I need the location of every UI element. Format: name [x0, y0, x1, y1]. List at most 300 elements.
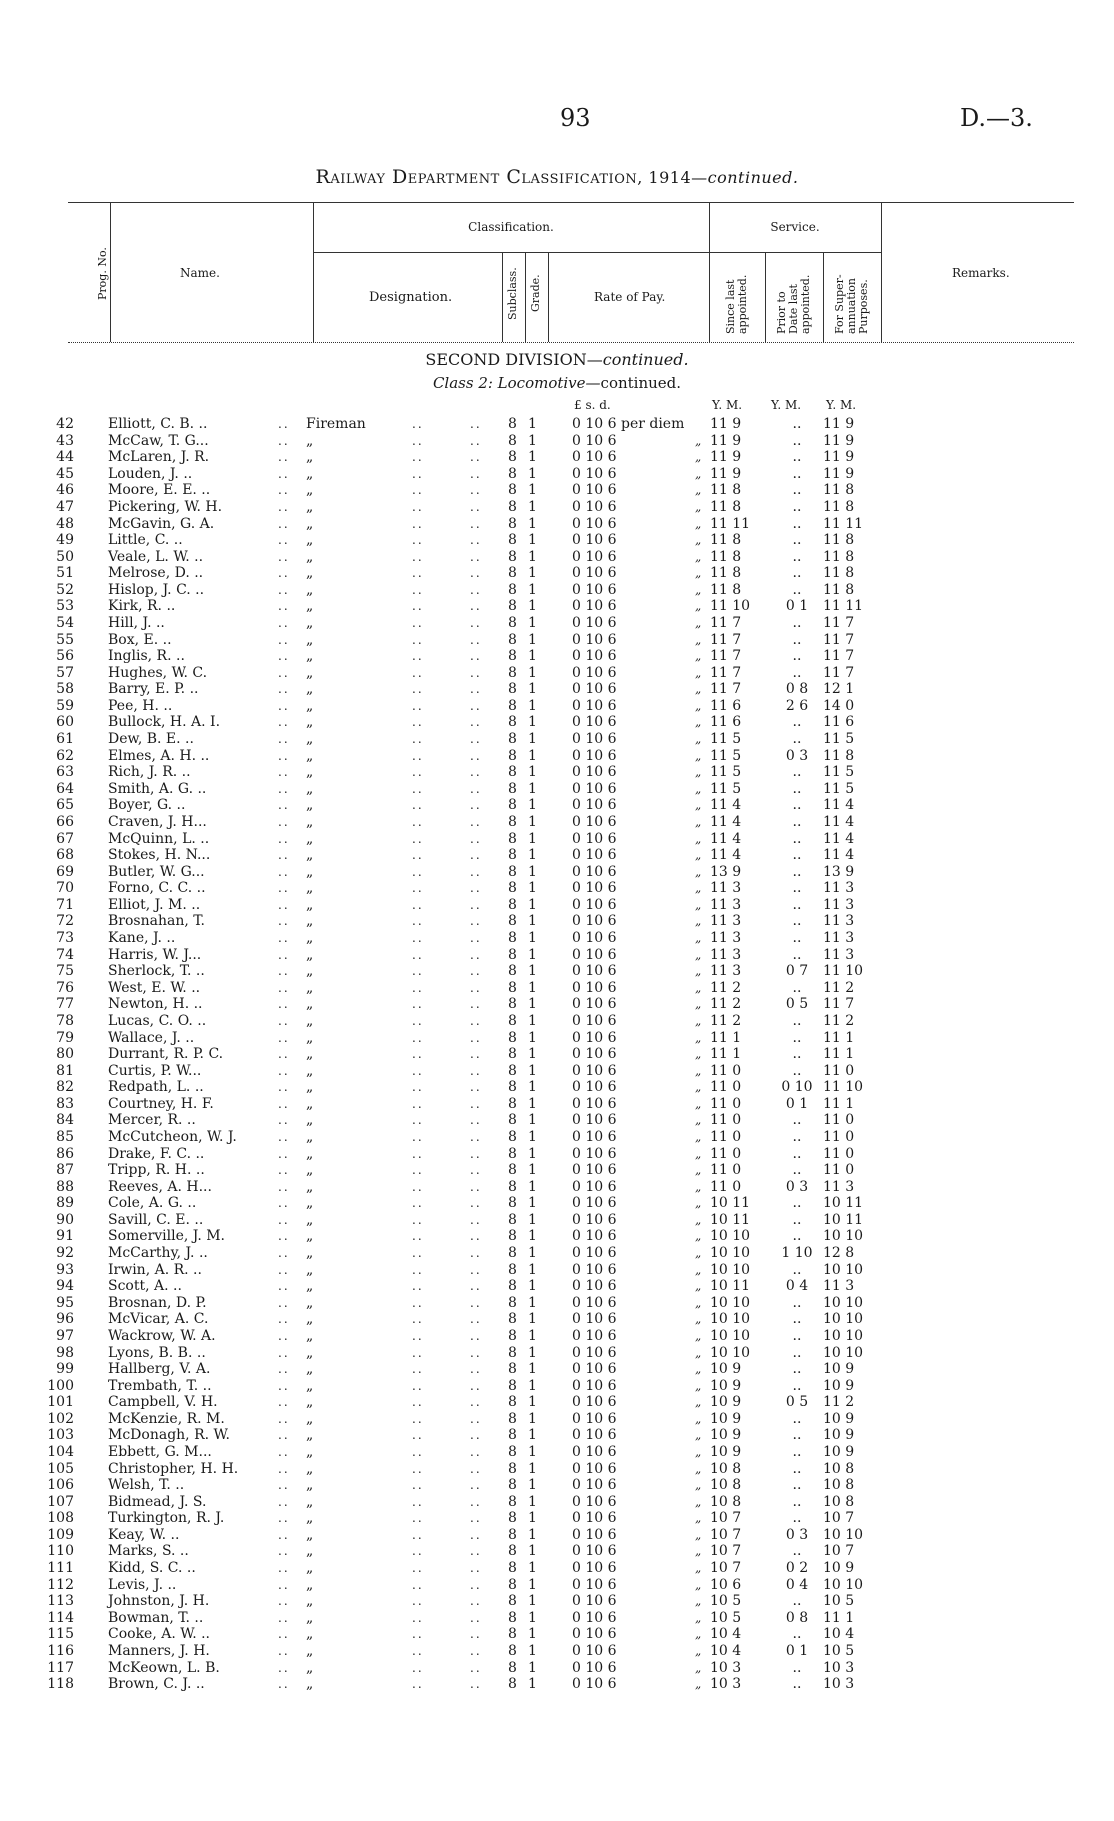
name-cell: Savill, C. E. .. [108, 1211, 204, 1228]
prog-no-cell: 84 [56, 1112, 74, 1129]
designation-cell: „ [306, 449, 314, 466]
leader-dots: .. [470, 1511, 482, 1526]
since-last-cell: 11 8 [710, 532, 742, 549]
rate-of-pay-cell: 0 10 6 [572, 830, 617, 847]
designation-cell: „ [306, 1062, 314, 1079]
table-row [0, 615, 1114, 631]
leader-dots: .. [412, 1610, 424, 1625]
since-last-cell: 10 10 [710, 1228, 751, 1245]
designation-cell: „ [306, 1593, 314, 1610]
leader-dots: .. [278, 881, 290, 896]
leader-dots: .. [412, 1677, 424, 1692]
designation-cell: „ [306, 1477, 314, 1494]
subclass-cell: 8 [508, 1195, 517, 1212]
since-last-cell: 11 11 [710, 515, 751, 532]
prog-no-cell: 100 [47, 1377, 74, 1394]
per-diem-ditto-cell: „ [695, 1378, 702, 1393]
rate-of-pay-cell: 0 10 6 [572, 1626, 617, 1643]
designation-cell: „ [306, 863, 314, 880]
table-row [0, 748, 1114, 764]
superannuation-cell: 10 8 [823, 1477, 855, 1494]
since-last-cell: 11 4 [710, 830, 742, 847]
name-cell: Johnston, J. H. [108, 1593, 210, 1610]
grade-cell: 1 [528, 1377, 537, 1394]
grade-cell: 1 [528, 963, 537, 980]
since-last-cell: 11 0 [710, 1112, 742, 1129]
header-top-rule [68, 202, 1074, 203]
prior-to-cell: .. [792, 896, 802, 913]
superannuation-cell: 10 9 [823, 1427, 855, 1444]
name-cell: Drake, F. C. .. [108, 1145, 205, 1162]
grade-cell: 1 [528, 482, 537, 499]
superannuation-cell: 10 5 [823, 1642, 855, 1659]
rate-of-pay-cell: 0 10 6 [572, 681, 617, 698]
subclass-cell: 8 [508, 1609, 517, 1626]
leader-dots: .. [412, 417, 424, 431]
leader-dots: .. [278, 599, 290, 614]
table-row [0, 1577, 1114, 1593]
leader-dots: .. [278, 1246, 290, 1260]
rate-of-pay-cell: 0 10 6 [572, 764, 617, 781]
subclass-cell: 8 [508, 1211, 517, 1228]
prior-to-cell: .. [792, 1659, 802, 1676]
table-row [0, 963, 1114, 979]
rate-of-pay-cell: 0 10 6 [572, 996, 617, 1013]
leader-dots: .. [412, 1345, 424, 1360]
since-last-cell: 10 8 [710, 1477, 742, 1494]
grade-cell: 1 [528, 1510, 537, 1527]
prior-to-cell: .. [792, 1676, 802, 1693]
service-units-since: Y. M. [712, 398, 743, 412]
per-diem-ditto-cell: „ [695, 881, 702, 896]
superannuation-cell: 11 1 [823, 1609, 855, 1626]
subclass-cell: 8 [508, 1526, 517, 1543]
grade-cell: 1 [528, 615, 537, 631]
leader-dots: .. [412, 682, 424, 697]
table-row [0, 1345, 1114, 1361]
leader-dots: .. [470, 1494, 482, 1509]
prior-to-cell: .. [792, 880, 802, 897]
leader-dots: .. [412, 433, 424, 448]
subclass-cell: 8 [508, 880, 517, 897]
per-diem-ditto-cell: „ [695, 1246, 702, 1260]
prior-to-cell: 0 5 [785, 1394, 809, 1411]
table-row [0, 781, 1114, 797]
prog-no-cell: 103 [47, 1427, 74, 1444]
since-last-cell: 11 1 [710, 1046, 742, 1062]
per-diem-ditto-cell: „ [695, 1129, 702, 1144]
leader-dots: .. [412, 1362, 424, 1377]
subclass-cell: 8 [508, 847, 517, 864]
leader-dots: .. [470, 1047, 482, 1061]
rate-of-pay-cell: 0 10 6 [572, 1311, 617, 1328]
designation-cell: „ [306, 880, 314, 897]
grade-cell: 1 [528, 863, 537, 880]
grade-cell: 1 [528, 1062, 537, 1079]
subclass-cell: 8 [508, 1278, 517, 1295]
subclass-cell: 8 [508, 863, 517, 880]
grade-cell: 1 [528, 996, 537, 1013]
prog-no-cell: 110 [47, 1543, 74, 1560]
prior-to-cell: .. [792, 1327, 802, 1344]
prog-no-cell: 109 [47, 1526, 74, 1543]
subclass-cell: 8 [508, 1493, 517, 1510]
prog-no-cell: 93 [56, 1261, 74, 1278]
superannuation-cell: 13 9 [823, 863, 855, 880]
superannuation-cell: 10 10 [823, 1311, 864, 1328]
leader-dots: .. [278, 781, 290, 796]
grade-cell: 1 [528, 764, 537, 781]
leader-dots: .. [412, 848, 424, 863]
leader-dots: .. [412, 1594, 424, 1609]
superannuation-cell: 10 9 [823, 1410, 855, 1427]
rate-of-pay-cell: 0 10 6 per diem [572, 416, 685, 432]
rate-of-pay-cell: 0 10 6 [572, 1642, 617, 1659]
since-last-cell: 10 9 [710, 1410, 742, 1427]
leader-dots: .. [470, 682, 482, 697]
leader-dots: .. [470, 947, 482, 962]
prog-no-cell: 92 [56, 1245, 74, 1261]
leader-dots: .. [470, 549, 482, 564]
grade-cell: 1 [528, 979, 537, 996]
per-diem-ditto-cell: „ [695, 864, 702, 879]
since-last-cell: 11 3 [710, 880, 742, 897]
table-row [0, 764, 1114, 780]
name-cell: McKeown, L. B. [108, 1659, 220, 1676]
since-last-cell: 11 9 [710, 432, 742, 449]
designation-cell: „ [306, 1510, 314, 1527]
prior-to-cell: 0 2 [785, 1560, 809, 1576]
superannuation-cell: 11 5 [823, 764, 855, 781]
subclass-cell: 8 [508, 532, 517, 549]
leader-dots: .. [470, 1063, 482, 1078]
col-divider-since [765, 252, 766, 342]
prior-to-cell: .. [792, 664, 802, 681]
rate-of-pay-cell: 0 10 6 [572, 1576, 617, 1593]
designation-cell: „ [306, 1444, 314, 1460]
leader-dots: .. [470, 1013, 482, 1028]
designation-cell: „ [306, 482, 314, 499]
grade-cell: 1 [528, 1145, 537, 1162]
table-row [0, 1411, 1114, 1427]
rate-of-pay-cell: 0 10 6 [572, 1609, 617, 1626]
subclass-cell: 8 [508, 432, 517, 449]
designation-cell: „ [306, 1095, 314, 1112]
name-cell: Cole, A. G. .. [108, 1195, 197, 1212]
rate-of-pay-cell: 0 10 6 [572, 747, 617, 764]
superannuation-cell: 11 8 [823, 482, 855, 499]
prog-no-cell: 73 [56, 930, 74, 946]
table-row [0, 482, 1114, 498]
per-diem-ditto-cell: „ [695, 1179, 702, 1194]
designation-cell: „ [306, 1493, 314, 1510]
leader-dots: .. [278, 1096, 290, 1111]
table-row [0, 1046, 1114, 1062]
subclass-cell: 8 [508, 1128, 517, 1145]
name-cell: Barry, E. P. .. [108, 681, 199, 698]
rate-of-pay-cell: 0 10 6 [572, 1145, 617, 1162]
leader-dots: .. [412, 549, 424, 564]
leader-dots: .. [470, 931, 482, 945]
leader-dots: .. [278, 1527, 290, 1542]
grade-cell: 1 [528, 465, 537, 482]
division-continued: continued. [602, 350, 689, 369]
subclass-cell: 8 [508, 548, 517, 565]
per-diem-ditto-cell: „ [695, 1146, 702, 1161]
leader-dots: .. [470, 1345, 482, 1360]
designation-cell: „ [306, 465, 314, 482]
since-last-cell: 10 9 [710, 1427, 742, 1444]
leader-dots: .. [278, 1428, 290, 1443]
table-row [0, 565, 1114, 581]
leader-dots: .. [470, 1445, 482, 1459]
table-row [0, 1030, 1114, 1046]
rate-of-pay-cell: 0 10 6 [572, 565, 617, 582]
leader-dots: .. [412, 1030, 424, 1045]
prog-no-cell: 62 [56, 747, 74, 764]
col-divider-service [881, 202, 882, 342]
since-last-cell: 10 7 [710, 1510, 742, 1527]
rate-of-pay-cell: 0 10 6 [572, 581, 617, 598]
subclass-cell: 8 [508, 1112, 517, 1129]
prog-no-cell: 67 [56, 830, 74, 847]
leader-dots: .. [470, 864, 482, 879]
leader-dots: .. [278, 698, 290, 713]
rate-of-pay-cell: 0 10 6 [572, 465, 617, 482]
name-cell: Marks, S. .. [108, 1543, 189, 1560]
designation-cell: „ [306, 1327, 314, 1344]
per-diem-ditto-cell: „ [695, 582, 702, 597]
rate-of-pay-cell: 0 10 6 [572, 1095, 617, 1112]
designation-cell: „ [306, 1228, 314, 1245]
per-diem-ditto-cell: „ [695, 533, 702, 548]
leader-dots: .. [412, 1262, 424, 1277]
prior-to-cell: .. [792, 581, 802, 598]
rate-of-pay-cell: 0 10 6 [572, 780, 617, 797]
since-last-cell: 11 0 [710, 1079, 742, 1096]
table-row [0, 1328, 1114, 1344]
leader-dots: .. [278, 864, 290, 879]
superannuation-cell: 10 4 [823, 1626, 855, 1643]
grade-cell: 1 [528, 1361, 537, 1378]
header-prog-no: Prog. No. [96, 247, 109, 300]
table-row [0, 1593, 1114, 1609]
designation-cell: „ [306, 963, 314, 980]
leader-dots: .. [470, 1395, 482, 1410]
rate-of-pay-cell: 0 10 6 [572, 863, 617, 880]
rate-of-pay-cell: 0 10 6 [572, 1278, 617, 1295]
subclass-cell: 8 [508, 482, 517, 499]
leader-dots: .. [278, 1312, 290, 1327]
subclass-cell: 8 [508, 747, 517, 764]
leader-dots: .. [278, 1461, 290, 1476]
subclass-cell: 8 [508, 764, 517, 781]
prior-to-cell: .. [792, 449, 802, 466]
since-last-cell: 10 11 [710, 1278, 751, 1295]
prior-to-cell: .. [792, 1311, 802, 1328]
leader-dots: .. [470, 1527, 482, 1542]
name-cell: Trembath, T. .. [108, 1377, 212, 1394]
table-row [0, 814, 1114, 830]
prior-to-cell: .. [792, 1012, 802, 1029]
leader-dots: .. [412, 698, 424, 713]
leader-dots: .. [470, 1594, 482, 1609]
superannuation-cell: 10 7 [823, 1543, 855, 1560]
table-row [0, 930, 1114, 946]
since-last-cell: 10 10 [710, 1294, 751, 1311]
subclass-cell: 8 [508, 1642, 517, 1659]
since-last-cell: 11 9 [710, 416, 742, 432]
prior-to-cell: .. [792, 1211, 802, 1228]
leader-dots: .. [278, 1063, 290, 1078]
superannuation-cell: 10 10 [823, 1344, 864, 1361]
subclass-cell: 8 [508, 1659, 517, 1676]
prior-to-cell: .. [792, 515, 802, 532]
table-row [0, 665, 1114, 681]
since-last-cell: 10 10 [710, 1344, 751, 1361]
subclass-cell: 8 [508, 963, 517, 980]
subclass-cell: 8 [508, 1261, 517, 1278]
leader-dots: .. [278, 914, 290, 929]
table-row [0, 1311, 1114, 1327]
superannuation-cell: 10 5 [823, 1593, 855, 1610]
leader-dots: .. [278, 980, 290, 995]
prog-no-cell: 53 [56, 598, 74, 615]
name-cell: Sherlock, T. .. [108, 963, 205, 980]
rate-of-pay-cell: 0 10 6 [572, 731, 617, 747]
prog-no-cell: 80 [56, 1046, 74, 1062]
rate-of-pay-cell: 0 10 6 [572, 1211, 617, 1228]
superannuation-cell: 11 0 [823, 1112, 855, 1129]
name-cell: Somerville, J. M. [108, 1228, 226, 1245]
since-last-cell: 10 6 [710, 1576, 742, 1593]
prior-to-cell: .. [792, 631, 802, 648]
per-diem-ditto-cell: „ [695, 649, 702, 664]
since-last-cell: 10 10 [710, 1261, 751, 1278]
prior-to-cell: 0 1 [785, 1095, 809, 1112]
superannuation-cell: 11 0 [823, 1145, 855, 1162]
designation-cell: „ [306, 731, 314, 747]
name-cell: Brown, C. J. .. [108, 1676, 205, 1693]
grade-cell: 1 [528, 697, 537, 714]
table-row [0, 1527, 1114, 1543]
prior-to-cell: .. [792, 565, 802, 582]
leader-dots: .. [470, 1080, 482, 1095]
title-continued: continued. [707, 168, 799, 187]
superannuation-cell: 11 11 [823, 598, 864, 615]
subclass-cell: 8 [508, 1361, 517, 1378]
per-diem-ditto-cell: „ [695, 947, 702, 962]
table-row [0, 598, 1114, 614]
designation-cell: „ [306, 896, 314, 913]
designation-cell: „ [306, 1012, 314, 1029]
superannuation-cell: 11 4 [823, 813, 855, 830]
leader-dots: .. [278, 1047, 290, 1061]
leader-dots: .. [412, 897, 424, 912]
leader-dots: .. [412, 765, 424, 780]
since-last-cell: 11 7 [710, 615, 742, 631]
superannuation-cell: 11 8 [823, 548, 855, 565]
since-last-cell: 10 7 [710, 1560, 742, 1576]
prog-no-cell: 105 [47, 1460, 74, 1477]
leader-dots: .. [278, 516, 290, 531]
grade-cell: 1 [528, 532, 537, 549]
per-diem-ditto-cell: „ [695, 1561, 702, 1575]
prog-no-cell: 70 [56, 880, 74, 897]
subclass-cell: 8 [508, 946, 517, 963]
name-cell: Durrant, R. P. C. [108, 1046, 224, 1062]
leader-dots: .. [412, 931, 424, 945]
name-cell: West, E. W. .. [108, 979, 201, 996]
per-diem-ditto-cell: „ [695, 450, 702, 465]
rate-of-pay-cell: 0 10 6 [572, 1261, 617, 1278]
per-diem-ditto-cell: „ [695, 1494, 702, 1509]
superannuation-cell: 10 3 [823, 1659, 855, 1676]
header-remarks: Remarks. [952, 266, 1010, 280]
rate-of-pay-cell: 0 10 6 [572, 880, 617, 897]
since-last-cell: 10 8 [710, 1460, 742, 1477]
rate-of-pay-cell: 0 10 6 [572, 1046, 617, 1062]
grade-cell: 1 [528, 416, 537, 432]
since-last-cell: 11 6 [710, 697, 742, 714]
leader-dots: .. [278, 897, 290, 912]
prior-to-cell: .. [792, 930, 802, 946]
leader-dots: .. [470, 1478, 482, 1493]
table-row [0, 1262, 1114, 1278]
since-last-cell: 11 8 [710, 548, 742, 565]
table-row [0, 1228, 1114, 1244]
subclass-cell: 8 [508, 780, 517, 797]
grade-cell: 1 [528, 896, 537, 913]
prior-to-cell: .. [792, 1261, 802, 1278]
service-rule [709, 252, 881, 253]
prog-no-cell: 50 [56, 548, 74, 565]
table-row [0, 1427, 1114, 1443]
since-last-cell: 11 7 [710, 664, 742, 681]
header-bottom-rule [68, 342, 1074, 343]
name-cell: Elliott, C. B. .. [108, 416, 208, 432]
grade-cell: 1 [528, 1576, 537, 1593]
subclass-cell: 8 [508, 664, 517, 681]
leader-dots: .. [278, 1013, 290, 1028]
per-diem-ditto-cell: „ [695, 1527, 702, 1542]
prog-no-cell: 76 [56, 979, 74, 996]
prog-no-cell: 111 [47, 1560, 74, 1576]
designation-cell: „ [306, 930, 314, 946]
per-diem-ditto-cell: „ [695, 1047, 702, 1061]
prog-no-cell: 61 [56, 731, 74, 747]
leader-dots: .. [278, 1146, 290, 1161]
name-cell: Hughes, W. C. [108, 664, 208, 681]
prog-no-cell: 88 [56, 1178, 74, 1195]
table-row [0, 466, 1114, 482]
leader-dots: .. [278, 1179, 290, 1194]
header-name: Name. [180, 266, 220, 280]
grade-cell: 1 [528, 1079, 537, 1096]
leader-dots: .. [278, 1362, 290, 1377]
prog-no-cell: 106 [47, 1477, 74, 1494]
superannuation-cell: 11 4 [823, 847, 855, 864]
superannuation-cell: 11 8 [823, 581, 855, 598]
subclass-cell: 8 [508, 697, 517, 714]
table-row [0, 864, 1114, 880]
prior-to-cell: .. [792, 1361, 802, 1378]
leader-dots: .. [470, 698, 482, 713]
designation-cell: „ [306, 1029, 314, 1046]
prog-no-cell: 51 [56, 565, 74, 582]
grade-cell: 1 [528, 1278, 537, 1295]
since-last-cell: 10 5 [710, 1593, 742, 1610]
